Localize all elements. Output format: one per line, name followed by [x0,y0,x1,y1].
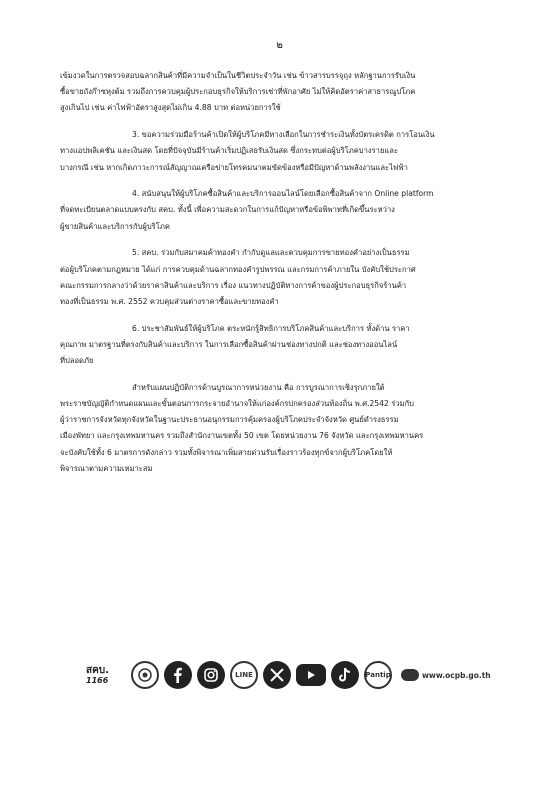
website-url: www.ocpb.go.th [422,670,491,680]
text-line: บางกรณี เช่น หากเกิดภาวะการณ์สัญญาณเครือข่ายโทรคมนาคมขัดข้องหรือมีปัญหาด้านพลังงานและไฟฟ้า [60,162,408,172]
paragraph-measure-3 [60,127,506,176]
text-line: สูงเกินไป เช่น ค่าไฟฟ้าอัตราสูงสุดไม่เกิน 4.88 บาท ต่อหน่วยการใช้ [60,103,281,113]
document-body [60,68,506,487]
ocpb-logo [86,665,126,685]
tiktok-icon[interactable] [331,661,359,689]
text-line: จะบังคับใช้ทั้ง 6 มาตรการดังกล่าว รวมทั้งพิจารณาเพิ่มสายด่วนรับเรื่องราวร้องทุกข์จากผู้บริโภคโดยให้ [60,447,393,457]
hotline-number: 1166 [86,676,109,685]
line-icon[interactable] [230,661,258,689]
paragraph-measure-5 [60,245,506,310]
text-line: คณะกรรมการกลางว่าด้วยราคาสินค้าและบริการ เรื่อง แนวทางปฏิบัติทางการค้าของผู้ประกอบธุรกิจร้านค้า [60,280,407,290]
text-line: ต่อผู้บริโภคตามกฎหมาย ได้แก่ การควบคุมด้านฉลากทองคำรูปพรรณ และกรมการค้าภายใน บังคับใช้ประกาศ [60,264,416,274]
text-line: พระราชบัญญัติกำหนดแผนและขั้นตอนการกระจายอำนาจให้แก่องค์กรปกครองส่วนท้องถิ่น พ.ศ.2542 ร่วมกับ [60,398,414,408]
text-line: ที่จดทะเบียนตลาดแบบตรงกับ สคบ. ทั้งนี้ เพื่อความสะดวกในการแก้ปัญหาหรือข้อพิพาทที่เกิดขึ้นระหว่าง [60,205,395,215]
text-line: สำหรับแผนปฏิบัติการด้านบูรณาการหน่วยงาน คือ การบูรณาการเชิงรุกภายใต้ [132,382,385,392]
text-line: 4. สนับสนุนให้ผู้บริโภคซื้อสินค้าและบริการออนไลน์โดยเลือกซื้อสินค้าจาก Online platform [132,189,434,199]
x-icon[interactable] [263,661,291,689]
website-link[interactable] [401,669,491,681]
text-line: พิจารณาตามความเหมาะสม [60,463,153,473]
text-line: เมืองพัทยา และกรุงเทพมหานคร รวมถึงสำนักงานเขตทั้ง 50 เขต โดยหน่วยงาน 76 จังหวัด และกรุงเทพมหานคร [60,431,424,441]
paragraph-1 [60,68,506,117]
pantip-icon[interactable] [364,661,392,689]
text-line: ผู้ว่าราชการจังหวัดทุกจังหวัดในฐานะประธานอนุกรรมการคุ้มครองผู้บริโภคประจำจังหวัด ศูนย์ดำรงธรรม [60,415,399,425]
text-line: ทางแอปพลิเคชัน และเงินสด โดยที่ปัจจุบันมีร้านค้าเริ่มปฏิเสธรับเงินสด ซึ่งกระทบต่อผู้บริโภคบางรายและ [60,146,399,156]
paragraph-integration [60,380,506,477]
text-line: ผู้ขายสินค้าและบริการกับผู้บริโภค [60,221,170,231]
text-line: 5. สคบ. ร่วมกับสมาคมค้าทองคำ กำกับดูแลและควบคุมการขายทองคำอย่างเป็นธรรม [132,248,410,258]
social-footer [86,659,491,691]
line-label: LINE [235,671,253,679]
ocpb-logo-text: สคบ. [86,665,109,676]
page-number: ๒ [276,40,283,51]
instagram-icon[interactable] [197,661,225,689]
text-line: ทองที่เป็นธรรม พ.ศ. 2552 ควบคุมส่วนต่างราคาซื้อและขายทองคำ [60,296,279,306]
text-line: เข้มงวดในการตรวจสอบฉลากสินค้าที่มีความจำเป็นในชีวิตประจำวัน เช่น ข้าวสารบรรจุถุง หลักฐานการรับเงิน [60,71,416,80]
paragraph-measure-6 [60,321,506,370]
youtube-icon[interactable] [296,664,326,686]
paragraph-measure-4 [60,186,506,235]
text-line: 3. ขอความร่วมมือร้านค้าเปิดให้ผู้บริโภคมีทางเลือกในการชำระเงินทั้งบัตรเครดิต การโอนเงิน [132,130,435,140]
facebook-icon[interactable] [164,661,192,689]
ocpb-seal-icon[interactable] [131,661,159,689]
text-line: คุณภาพ มาตรฐานที่ตรงกับสินค้าและบริการ ในการเลือกซื้อสินค้าผ่านช่องทางปกติ และช่องทางออนไลน์ [60,339,398,349]
text-line: ซื้อขายถังก๊าซหุงต้ม รวมถึงการควบคุมผู้ประกอบธุรกิจให้บริการเช่าที่พักอาศัย ไม่ให้คิดอัตราค่าสาธารณูปโภค [60,87,416,97]
globe-icon [401,669,419,681]
text-line: 6. ประชาสัมพันธ์ให้ผู้บริโภค ตระหนักรู้สิทธิการบริโภคสินค้าและบริการ ทั้งด้าน ราคา [132,323,410,333]
text-line: ที่ปลอดภัย [60,356,94,366]
pantip-label: Pantip [365,671,391,679]
